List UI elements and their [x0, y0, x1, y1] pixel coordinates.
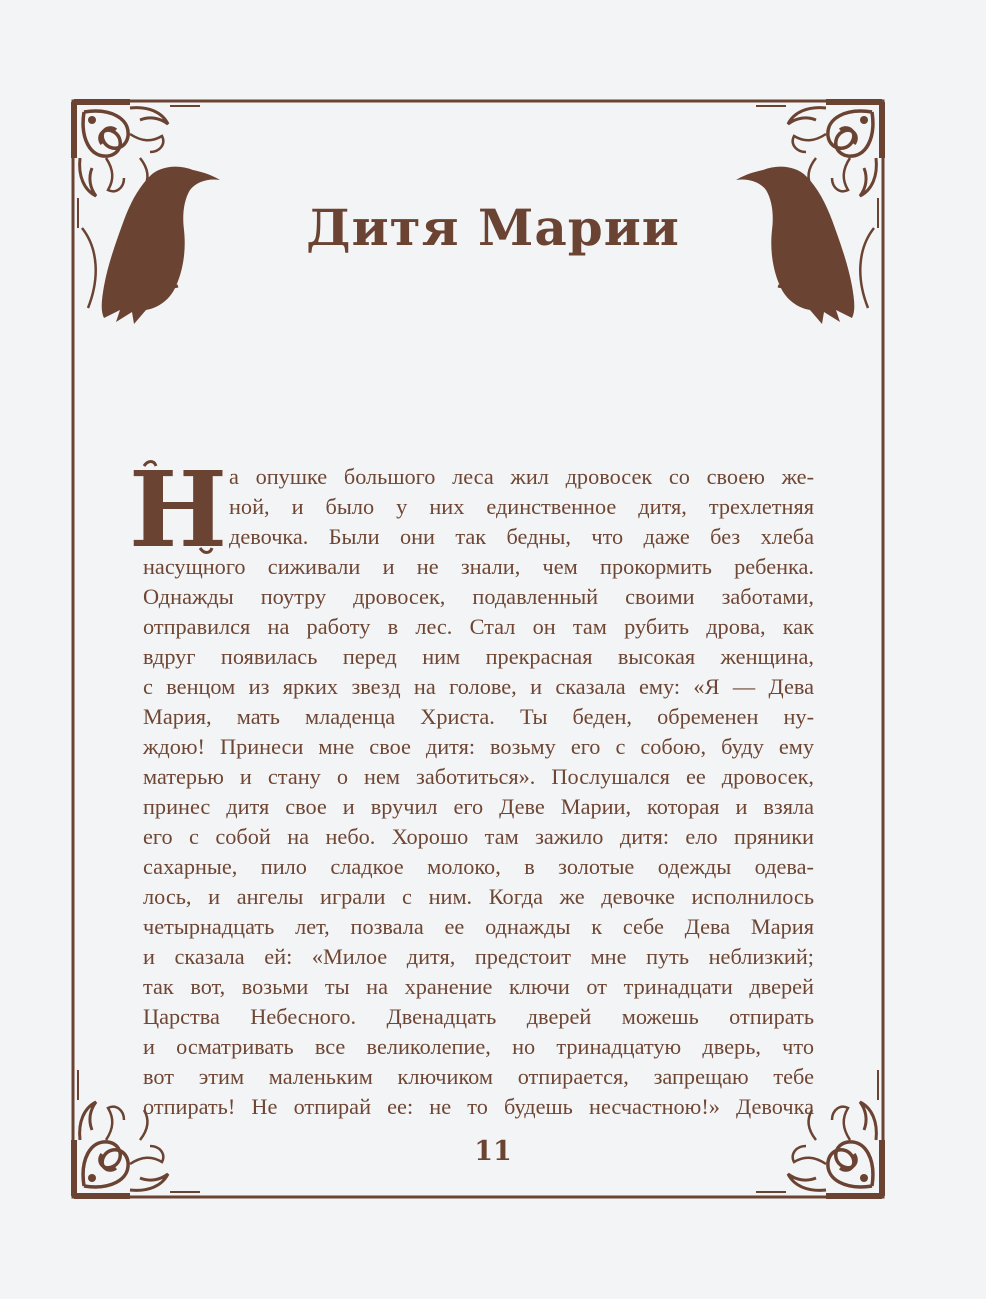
text-line: девочка. Были они так бедны, что даже без хлеба	[229, 524, 814, 550]
text-line: отправился на работу в лес. Стал он там рубить дрова, как	[143, 614, 814, 640]
text-line: сахарные, пило сладкое молоко, в золотые одежды одева-	[143, 854, 814, 880]
text-line: отпирать! Не отпирай ее: не то будешь несчастною!» Девочка	[143, 1094, 814, 1120]
text-line: вот этим маленьким ключиком отпирается, запрещаю тебе	[143, 1064, 814, 1090]
text-line: вдруг появилась перед ним прекрасная высокая женщина,	[143, 644, 814, 670]
text-line: и осматривать все великолепие, но тринадцатую дверь, что	[143, 1034, 814, 1060]
chapter-title: Дитя Марии	[306, 198, 680, 257]
story-text	[143, 462, 814, 1122]
text-line: его с собой на небо. Хорошо там зажило дитя: ело пряники	[143, 824, 814, 850]
text-line: матерью и стану о нем заботиться». Послушался ее дровосек,	[143, 764, 814, 790]
drop-cap-letter: Н	[128, 448, 228, 571]
text-line: принес дитя свое и вручил его Деве Марии, которая и взяла	[143, 794, 814, 820]
text-line: и сказала ей: «Милое дитя, предстоит мне путь неблизкий;	[143, 944, 814, 970]
text-line: ной, и было у них единственное дитя, трехлетняя	[229, 494, 814, 520]
text-line: четырнадцать лет, позвала ее однажды к себе Дева Мария	[143, 914, 814, 940]
text-line: ждою! Принеси мне свое дитя: возьму его с собою, буду ему	[143, 734, 814, 760]
text-line: насущного сиживали и не знали, чем прокормить ребенка.	[143, 554, 814, 580]
text-line: лось, и ангелы играли с ним. Когда же девочке исполнилось	[143, 884, 814, 910]
text-line: с венцом из ярких звезд на голове, и сказала ему: «Я — Дева	[143, 674, 814, 700]
page-number: 11	[474, 1136, 512, 1167]
text-line: так вот, возьми ты на хранение ключи от тринадцати дверей	[143, 974, 814, 1000]
text-line: Однажды поутру дровосек, подавленный своими заботами,	[143, 584, 814, 610]
text-line: а опушке большого леса жил дровосек со своею же-	[229, 464, 814, 489]
text-line: Мария, мать младенца Христа. Ты беден, обременен ну-	[143, 704, 814, 730]
text-line: Царства Небесного. Двенадцать дверей можешь отпирать	[143, 1004, 814, 1030]
